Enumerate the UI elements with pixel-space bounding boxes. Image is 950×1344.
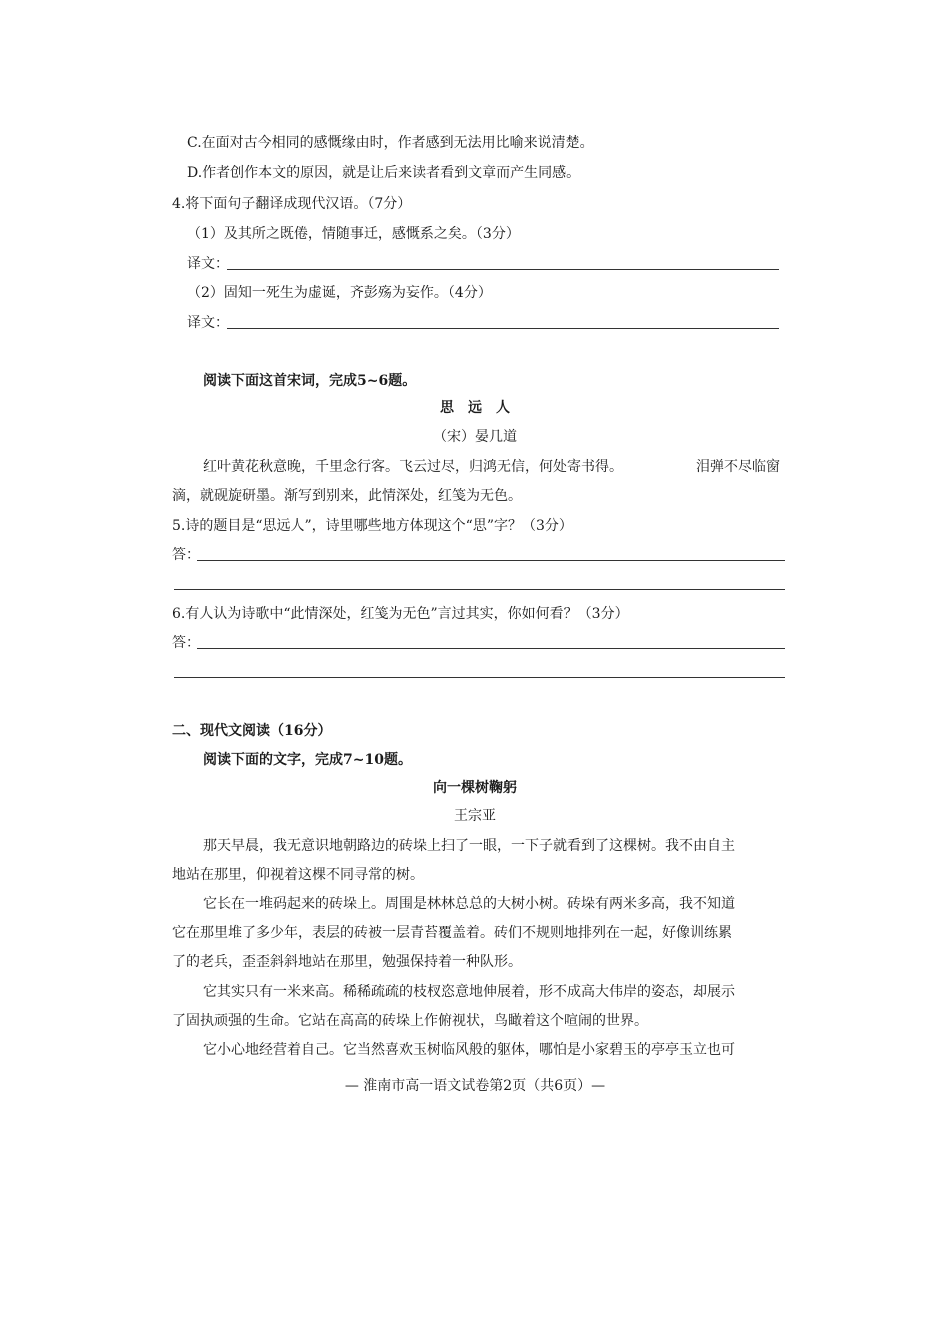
answer-line [227,328,779,329]
essay-author: 王宗亚 [454,808,496,824]
poem-line-1: 红叶黄花秋意晚，千里念行客。飞云过尽，归鸿无信，何处寄书得。 [203,459,623,475]
question-4-sub2: （2）固知一死生为虚诞，齐彭殇为妄作。（4分） [187,285,492,301]
poem-line-2: 滴，就砚旋研墨。渐写到别来，此情深处，红笺为无色。 [172,488,522,504]
answer-line [197,648,785,649]
essay-line: 它在那里堆了多少年，表层的砖被一层青苔覆盖着。砖们不规则地排列在一起，好像训练累 [172,925,732,941]
answer-label-5: 答： [172,547,200,563]
essay-title: 向一棵树鞠躬 [433,780,517,796]
question-5-stem: 5.诗的题目是“思远人”，诗里哪些地方体现这个“思”字？（3分） [172,518,573,534]
essay-line: 它其实只有一米来高。稀稀疏疏的枝杈恣意地伸展着，形不成高大伟岸的姿态，却展示 [203,984,735,1000]
poem-instruction: 阅读下面这首宋词，完成5~6题。 [203,373,417,389]
essay-line: 它小心地经营着自己。它当然喜欢玉树临风般的躯体，哪怕是小家碧玉的亭亭玉立也可 [203,1042,735,1058]
essay-line: 地站在那里，仰视着这棵不同寻常的树。 [172,867,424,883]
poem-title: 思 远 人 [440,400,510,416]
essay-line: 了固执顽强的生命。它站在高高的砖垛上作俯视状，鸟瞰着这个喧闹的世界。 [172,1013,648,1029]
answer-line [174,677,785,678]
option-c: C.在面对古今相同的感慨缘由时，作者感到无法用比喻来说清楚。 [187,135,594,151]
section-2-heading: 二、现代文阅读（16分） [172,723,332,739]
question-4-stem: 4.将下面句子翻译成现代汉语。（7分） [172,196,412,212]
poem-line-1-tail: 泪弹不尽临窗 [696,459,780,475]
section-2-instruction: 阅读下面的文字，完成7~10题。 [203,752,412,768]
question-6-stem: 6.有人认为诗歌中“此情深处，红笺为无色”言过其实，你如何看？（3分） [172,606,629,622]
poem-author: （宋）晏几道 [433,429,517,445]
question-4-sub1: （1）及其所之既倦，情随事迁，感慨系之矣。（3分） [187,226,520,242]
answer-label-6: 答： [172,635,200,651]
essay-line: 它长在一堆码起来的砖垛上。周围是林林总总的大树小树。砖垛有两米多高，我不知道 [203,896,735,912]
option-d: D.作者创作本文的原因，就是让后来读者看到文章而产生同感。 [187,165,581,181]
answer-line [227,269,779,270]
translation-label-1: 译文： [187,256,229,272]
translation-label-2: 译文： [187,315,229,331]
page-footer: — 淮南市高一语文试卷第2页（共6页）— [344,1078,606,1094]
answer-line [174,589,785,590]
essay-line: 那天早晨，我无意识地朝路边的砖垛上扫了一眼，一下子就看到了这棵树。我不由自主 [203,838,735,854]
answer-line [197,560,785,561]
essay-line: 了的老兵，歪歪斜斜地站在那里，勉强保持着一种队形。 [172,954,522,970]
